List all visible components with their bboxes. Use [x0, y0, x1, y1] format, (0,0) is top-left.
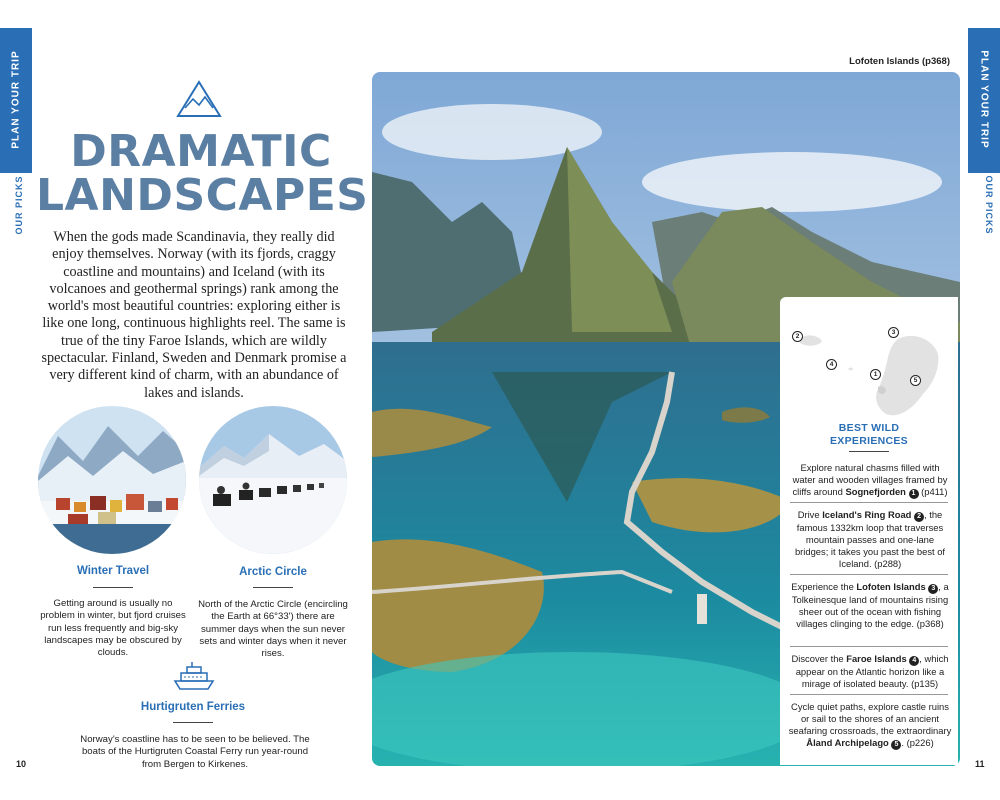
winter-travel-text: Getting around is usually no problem in winter, but fjord cruises run less frequently and big-sky landscapes may be obscured by clouds. — [40, 598, 186, 659]
side-tab-label: PLAN YOUR TRIP — [10, 50, 22, 149]
wild-item-place: Iceland's Ring Road — [822, 509, 912, 520]
map-marker-2: 2 — [792, 331, 803, 342]
separator — [790, 574, 948, 575]
page-title — [36, 126, 369, 221]
number-badge: 5 — [891, 740, 901, 750]
arctic-circle-text: North of the Arctic Circle (encircling the Earth at 66°33') there are summer days when the sun never sets and winter days when it never rises. — [198, 599, 348, 660]
wild-item-place: Åland Archipelago — [806, 737, 889, 748]
wild-item-place: Sognefjorden — [845, 486, 906, 497]
side-tab-label: PLAN YOUR TRIP — [978, 50, 990, 149]
map-marker-1: 1 — [870, 369, 881, 380]
wild-item-ref: , the famous 1332km loop that traverses mountain passes and one-lane bridges; it takes you past the best of Iceland. (p288) — [794, 509, 946, 569]
side-tab-left — [0, 28, 32, 173]
page-title-line1: DRAMATIC — [70, 126, 332, 177]
wild-item-2 — [788, 509, 952, 570]
map-marker-5: 5 — [910, 375, 921, 386]
divider — [93, 587, 133, 588]
wild-item-4 — [788, 653, 952, 690]
page-title-line2: LANDSCAPES — [36, 170, 369, 221]
wild-item-text: Cycle quiet paths, explore castle ruins or sail to the shores of an ancient seafaring crossroads, the extraordinary — [788, 701, 952, 736]
wild-item-text: Experience the — [791, 581, 857, 592]
wild-item-text: Discover the — [791, 653, 847, 664]
divider — [253, 587, 293, 588]
divider — [849, 451, 889, 452]
winter-village-image — [38, 406, 186, 554]
mountain-icon — [176, 80, 222, 118]
section-label-right: OUR PICKS — [984, 175, 994, 235]
wild-item-3 — [788, 581, 952, 630]
wild-item-text: Drive — [797, 509, 823, 520]
wild-item-place: Faroe Islands — [846, 653, 907, 664]
separator — [790, 694, 948, 695]
separator — [790, 502, 948, 503]
ferry-icon — [173, 661, 215, 691]
wild-item-text: Explore natural chasms filled with water and wooden villages framed by cliffs around — [792, 462, 948, 497]
wild-item-ref: , a Tolkeinesque land of mountains rising sheer out of the ocean with fishing villages clinging to the edge. (p368) — [791, 581, 949, 629]
page-number-right: 11 — [975, 759, 985, 769]
hurtigruten-text: Norway's coastline has to be seen to be believed. The boats of the Hurtigruten Coastal Ferry run year-round from Bergen to Kirkenes. — [80, 734, 310, 770]
number-badge: 2 — [914, 512, 924, 522]
number-badge: 4 — [909, 656, 919, 666]
wild-item-ref: , which appear on the Atlantic horizon like a mirage of isolated beauty. (p135) — [795, 653, 949, 689]
wild-item-1 — [788, 462, 952, 499]
wild-experiences-title: BEST WILD EXPERIENCES — [830, 422, 908, 447]
map-marker-3: 3 — [888, 327, 899, 338]
number-badge: 1 — [909, 489, 919, 499]
snowmobile-image — [199, 406, 347, 554]
side-tab-right — [968, 28, 1000, 173]
number-badge: 3 — [928, 584, 938, 594]
page-number-left: 10 — [16, 759, 27, 769]
wild-item-ref: (p411) — [918, 486, 948, 497]
intro-paragraph: When the gods made Scandinavia, they really did enjoy themselves. Norway (with its fjords, craggy coastline and mountains) and Iceland (with its volcanoes and geothermal springs) rank among the world's most beautiful countries: exploring either is like one long, continuous highlights reel. The same is true of the tiny Faroe Islands, which are wildly spectacular. Finland, Sweden and Denmark promise a very different kind of charm, with an abundance of lakes and islands. — [41, 229, 347, 401]
arctic-circle-heading: Arctic Circle — [239, 566, 307, 578]
separator — [790, 646, 948, 647]
winter-travel-heading: Winter Travel — [76, 565, 150, 577]
map-marker-4: 4 — [826, 359, 837, 370]
wild-item-place: Lofoten Islands — [856, 581, 926, 592]
wild-item-ref: . (p226) — [901, 737, 934, 748]
wild-item-5 — [788, 701, 952, 750]
wild-experiences-box — [780, 297, 958, 765]
hurtigruten-heading: Hurtigruten Ferries — [140, 701, 246, 713]
divider — [173, 722, 213, 723]
scandinavia-map — [788, 309, 950, 424]
photo-caption: Lofoten Islands (p368) — [849, 56, 950, 67]
section-label-left: OUR PICKS — [14, 175, 24, 235]
